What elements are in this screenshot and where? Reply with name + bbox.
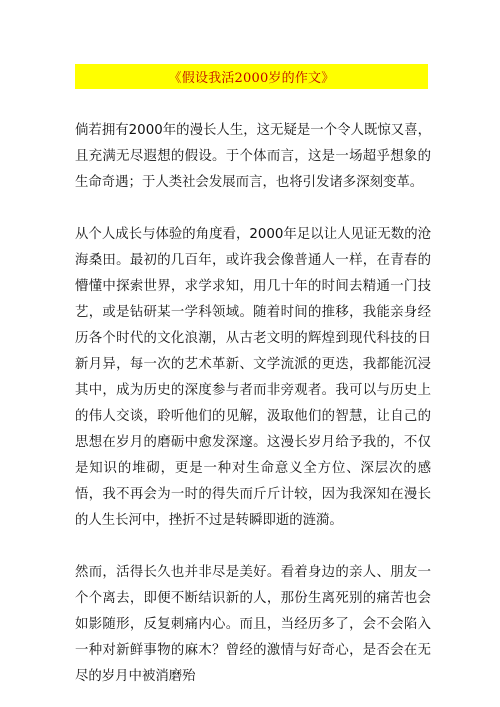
paragraph-1: 倘若拥有2000年的漫长人生，这无疑是一个令人既惊又喜，且充满无尽遐想的假设。于个体而言，这是一场超乎想象的生命奇遇；于人类社会发展而言，也将引发诸多深刻变革。: [75, 123, 431, 190]
paragraph-3: 然而，活得长久也并非尽是美好。看着身边的亲人、朋友一个个离去，即便不断结识新的人，那份生离死别的痛苦也会如影随形，反复刺痛内心。而且，当经历多了，会不会陷入一种对新鲜事物的麻木？曾经的激情与好奇心，是否会在无尽的岁月中被消磨殆: [75, 565, 431, 684]
title-highlight-bar: [75, 64, 428, 89]
document-title: 《假设我活2000岁的作文》: [168, 71, 335, 86]
paragraph-2: 从个人成长与体验的角度看，2000年足以让人见证无数的沧海桑田。最初的几百年，或许我会像普通人一样，在青春的懵懂中探索世界，求学求知，用几十年的时间去精通一门技艺，或是钻研某一学科领域。随着时间的推移，我能亲身经历各个时代的文化浪潮，从古老文明的辉煌到现代科技的日新月异，每一次的艺术革新、文学流派的更迭，我都能沉浸其中，成为历史的深度参与者而非旁观者。我可以与历史上的伟人交谈，聆听他们的见解，汲取他们的智慧，让自己的思想在岁月的磨砺中愈发深邃。这漫长岁月给予我的，不仅是知识的堆砌，更是一种对生命意义全方位、深层次的感悟，我不再会为一时的得失而斤斤计较，因为我深知在漫长的人生长河中，挫折不过是转瞬即逝的涟漪。: [75, 227, 431, 528]
document-body: [75, 118, 431, 690]
